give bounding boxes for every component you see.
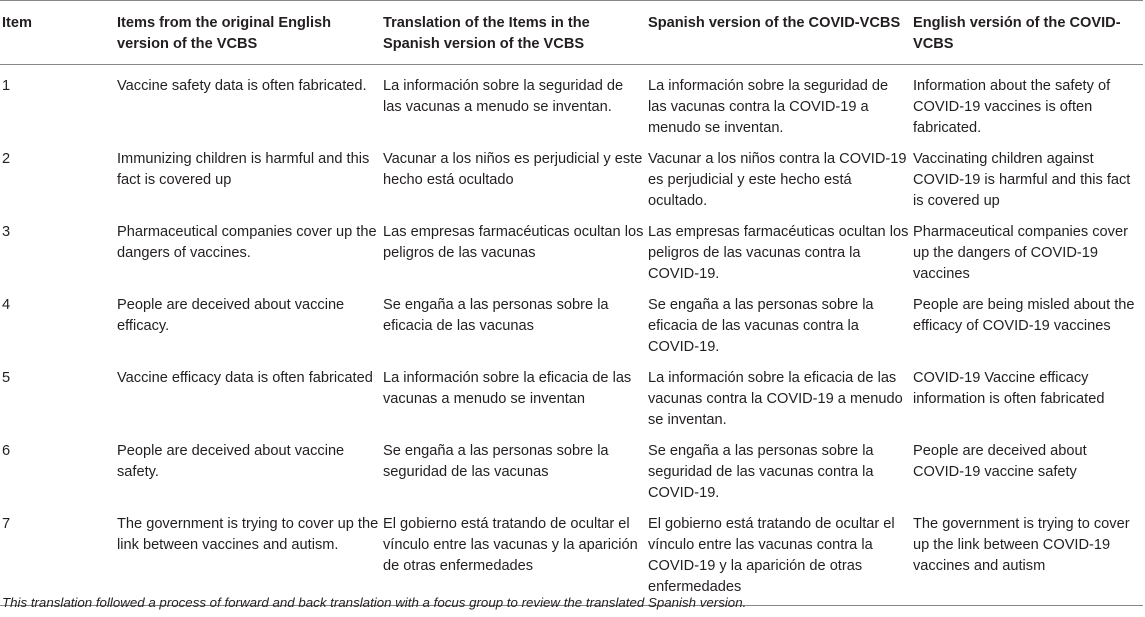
cell-spanish-translation: Se engaña a las personas sobre la eficacia de las vacunas: [383, 297, 609, 334]
cell-item-number: 4: [2, 297, 11, 313]
cell-original-english: People are deceived about vaccine safety.: [117, 443, 345, 480]
cell-item-number: 5: [2, 370, 11, 386]
header-english-covid: English versión of the COVID-VCBS: [911, 1, 1143, 65]
cell-item-number: 1: [2, 78, 11, 94]
cell-spanish-translation: La información sobre la eficacia de las vacunas a menudo se inventan: [383, 370, 632, 407]
cell-item-number: 6: [2, 443, 11, 459]
header-original-english: Items from the original English version of the VCBS: [115, 1, 381, 65]
cell-spanish-covid: Vacunar a los niños contra la COVID-19 es perjudicial y este hecho está ocultado.: [648, 151, 907, 209]
cell-english-covid: People are deceived about COVID-19 vaccine safety: [913, 443, 1087, 480]
cell-spanish-covid: La información sobre la eficacia de las vacunas contra la COVID-19 a menudo se inventan.: [648, 370, 903, 428]
cell-original-english: Immunizing children is harmful and this fact is covered up: [117, 151, 370, 188]
cell-original-english: People are deceived about vaccine efficacy.: [117, 297, 345, 334]
table-row: [0, 65, 1143, 145]
table-row: [0, 363, 1143, 436]
header-spanish-translation: Translation of the Items in the Spanish version of the VCBS: [381, 1, 646, 65]
cell-original-english: The government is trying to cover up the link between vaccines and autism.: [115, 509, 381, 606]
cell-english-covid: COVID-19 Vaccine efficacy information is often fabricated: [913, 370, 1105, 407]
cell-spanish-covid: El gobierno está tratando de ocultar el vínculo entre las vacunas contra la COVID-19 y la aparición de otras enfermedades: [646, 509, 911, 606]
header-row: [0, 1, 1143, 65]
cell-english-covid: Vaccinating children against COVID-19 is harmful and this fact is covered up: [913, 151, 1131, 209]
table-row: [0, 144, 1143, 217]
cell-spanish-translation: Las empresas farmacéuticas ocultan los peligros de las vacunas: [383, 224, 644, 261]
cell-item-number: 3: [2, 224, 11, 240]
cell-original-english: Vaccine efficacy data is often fabricated: [117, 370, 373, 386]
cell-item-number: 7: [0, 509, 115, 606]
cell-spanish-translation: El gobierno está tratando de ocultar el vínculo entre las vacunas y la aparición de otras enfermedades: [381, 509, 646, 606]
cell-item-number: 2: [2, 151, 11, 167]
table-footnote: This translation followed a process of forward and back translation with a focus group to review the translated Spanish version.: [2, 595, 747, 610]
cell-spanish-covid: La información sobre la seguridad de las vacunas contra la COVID-19 a menudo se inventan.: [648, 78, 889, 136]
table-row: [0, 217, 1143, 290]
cell-english-covid: People are being misled about the efficacy of COVID-19 vaccines: [913, 297, 1135, 334]
cell-english-covid: Information about the safety of COVID-19 vaccines is often fabricated.: [913, 78, 1111, 136]
table-row: [0, 436, 1143, 509]
cell-original-english: Vaccine safety data is often fabricated.: [117, 78, 367, 94]
cell-english-covid: Pharmaceutical companies cover up the dangers of COVID-19 vaccines: [913, 224, 1128, 282]
cell-english-covid: The government is trying to cover up the link between COVID-19 vaccines and autism: [911, 509, 1143, 606]
table-header: [0, 1, 1143, 65]
cell-spanish-translation: Vacunar a los niños es perjudicial y este hecho está ocultado: [383, 151, 643, 188]
table-row: [0, 509, 1143, 606]
header-item: Item: [0, 1, 115, 65]
table-body: [0, 65, 1143, 606]
cell-original-english: Pharmaceutical companies cover up the dangers of vaccines.: [117, 224, 377, 261]
cell-spanish-translation: Se engaña a las personas sobre la seguridad de las vacunas: [383, 443, 609, 480]
cell-spanish-translation: La información sobre la seguridad de las vacunas a menudo se inventan.: [383, 78, 624, 115]
cell-spanish-covid: Se engaña a las personas sobre la eficacia de las vacunas contra la COVID-19.: [648, 297, 874, 355]
cell-spanish-covid: Se engaña a las personas sobre la seguridad de las vacunas contra la COVID-19.: [648, 443, 874, 501]
cell-spanish-covid: Las empresas farmacéuticas ocultan los peligros de las vacunas contra la COVID-19.: [648, 224, 909, 282]
table-row: [0, 290, 1143, 363]
header-spanish-covid: Spanish version of the COVID-VCBS: [646, 1, 911, 65]
